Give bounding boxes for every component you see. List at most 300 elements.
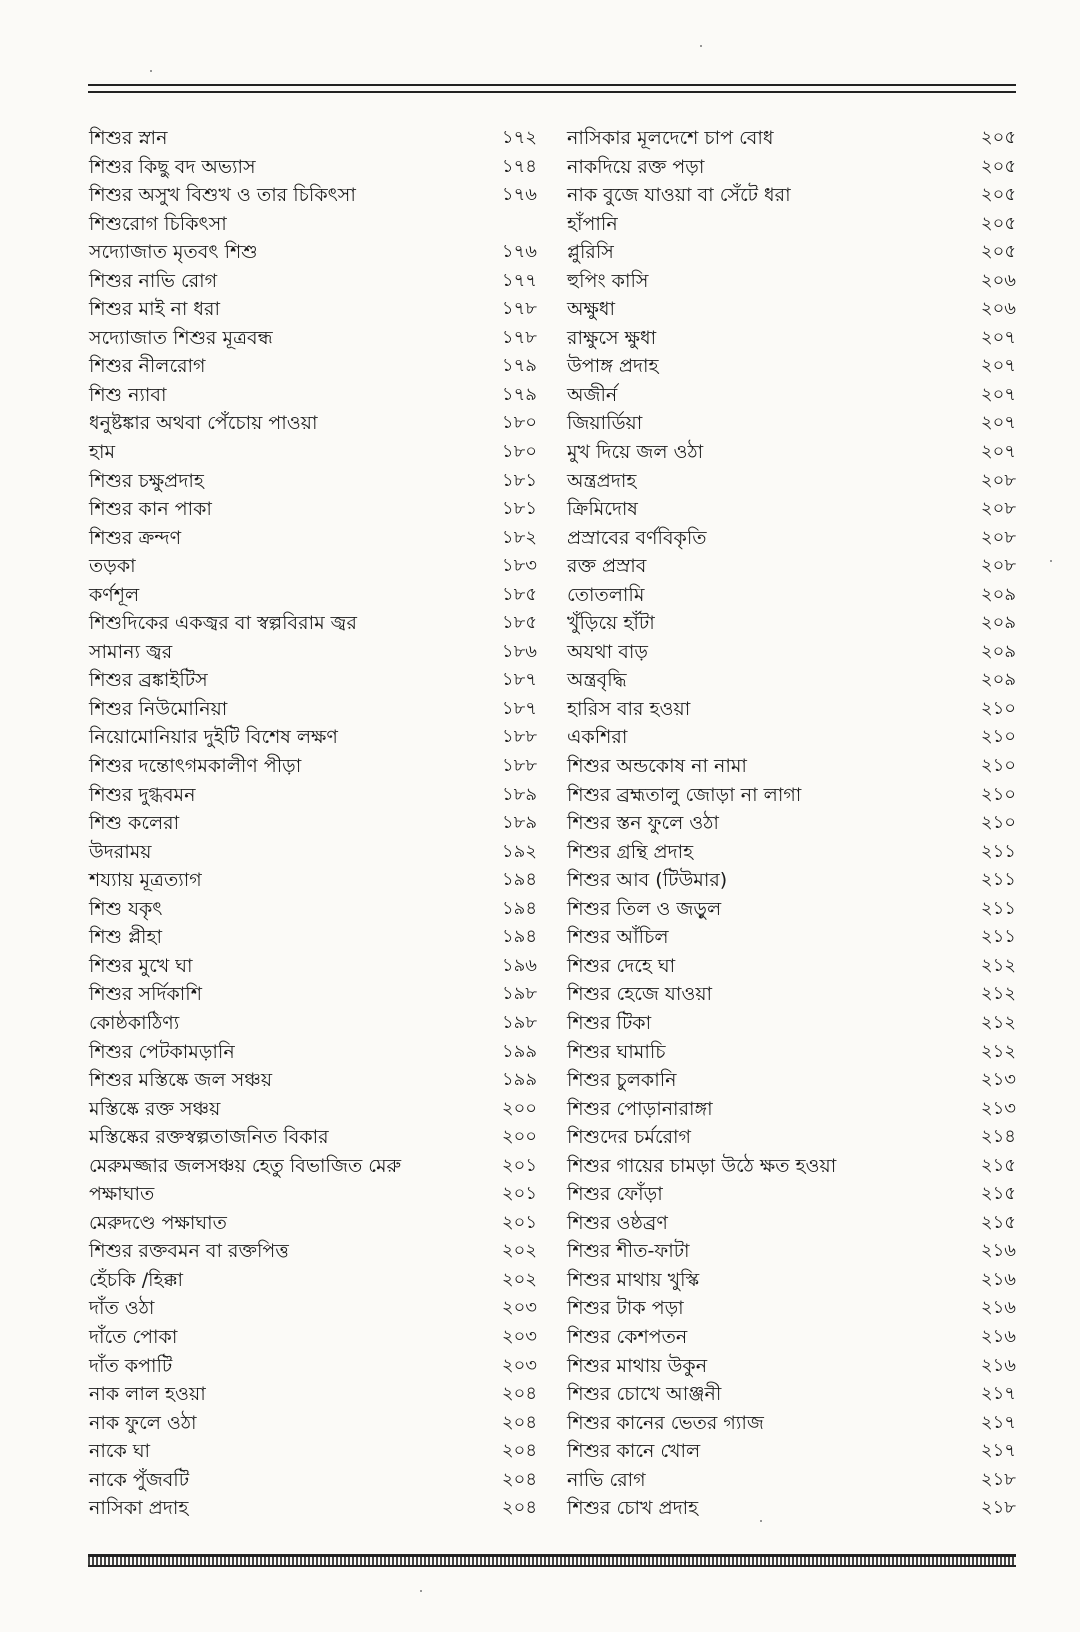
entry-page-number: ২০৮ (980, 498, 1016, 520)
entry-title: শিশুর পোড়ানারাঙ্গা (567, 1097, 713, 1120)
entry-title: শিশুর মাথায় উকুন (567, 1354, 708, 1377)
toc-entry (89, 1209, 537, 1238)
entry-title: শিশুর নীলরোগ (89, 355, 206, 378)
entry-page-number: ২০১ (501, 1211, 537, 1233)
toc-entry (89, 409, 537, 438)
toc-entry (89, 1437, 537, 1466)
entry-title: খুঁড়িয়ে হাঁটা (567, 612, 655, 635)
entry-page-number: ২১২ (980, 1011, 1016, 1033)
entry-title: শিশুর টিকা (567, 1011, 652, 1034)
entry-title: রাক্ষুসে ক্ষুধা (567, 326, 657, 349)
speck (420, 1590, 422, 1592)
entry-page-number: ২০৭ (980, 355, 1016, 377)
toc-entry (567, 238, 1016, 267)
entry-page-number: ২১৫ (980, 1211, 1016, 1233)
entry-title: নাসিকা প্রদাহ (89, 1497, 189, 1520)
toc-entry (89, 524, 537, 553)
entry-page-number: ১৯৯ (501, 1040, 537, 1062)
entry-page-number: ২০৪ (501, 1383, 537, 1405)
toc-entry (89, 1409, 537, 1438)
entry-page-number: ১৮৩ (501, 555, 537, 577)
toc-entry (567, 1123, 1016, 1152)
entry-page-number: ১৮৯ (501, 812, 537, 834)
toc-entry (89, 1323, 537, 1352)
entry-title: শিশুর গায়ের চামড়া উঠে ক্ষত হওয়া (567, 1154, 837, 1177)
entry-title: নাসিকার মূলদেশে চাপ বোধ (567, 127, 774, 149)
entry-page-number: ১৭৮ (501, 298, 537, 320)
entry-page-number: ২১৭ (980, 1440, 1016, 1462)
entry-title: শিশুর স্নান (89, 127, 168, 149)
toc-entry (567, 723, 1016, 752)
entry-page-number: ২০৮ (980, 469, 1016, 491)
toc-entry (89, 352, 537, 381)
entry-page-number: ১৯৮ (501, 1011, 537, 1033)
toc-entry (89, 1066, 537, 1095)
entry-title: হারিস বার হওয়া (567, 697, 691, 720)
toc-entry (89, 895, 537, 924)
entry-title: শিশুর তিল ও জড়ুল (567, 897, 722, 920)
entry-page-number: ২০৯ (980, 612, 1016, 634)
entry-title: রক্ত প্রস্রাব (567, 555, 647, 578)
entry-title: শিশুর নাভি রোগ (89, 269, 218, 292)
toc-entry (567, 952, 1016, 981)
toc-entry (567, 895, 1016, 924)
toc-entry (567, 552, 1016, 581)
toc-entry (567, 638, 1016, 667)
toc-entry (567, 809, 1016, 838)
toc-entry (567, 495, 1016, 524)
toc-entry (89, 153, 537, 182)
toc-entry (89, 238, 537, 267)
entry-title: শিশুর ফোঁড়া (567, 1183, 663, 1206)
entry-title: শিশুরোগ চিকিৎসা (89, 212, 227, 235)
toc-entry (89, 1180, 537, 1209)
entry-title: হাঁপানি (567, 212, 618, 235)
entry-title: মস্তিষ্কে রক্ত সঞ্চয় (89, 1097, 221, 1120)
toc-entry (567, 295, 1016, 324)
entry-title: নাভি রোগ (567, 1468, 646, 1491)
entry-title: শিশুর অসুখ বিশুখ ও তার চিকিৎসা (89, 184, 356, 207)
entry-title: অক্ষুধা (567, 298, 616, 321)
toc-entry (567, 1437, 1016, 1466)
toc-entry (89, 752, 537, 781)
entry-title: শিশুর ব্রহ্মতালু জোড়া না লাগা (567, 783, 802, 806)
toc-entry (567, 581, 1016, 610)
toc-entry (567, 1266, 1016, 1295)
toc-entry (89, 267, 537, 296)
entry-page-number: ১৭৯ (501, 383, 537, 405)
entry-title: শিশুর ক্রন্দণ (89, 526, 182, 549)
entry-page-number: ১৮৫ (501, 612, 537, 634)
toc-entry (89, 1009, 537, 1038)
entry-title: শিশুর চুলকানি (567, 1069, 677, 1092)
speck (150, 70, 152, 72)
entry-page-number: ১৯৪ (501, 897, 537, 919)
entry-page-number: ২১৬ (980, 1240, 1016, 1262)
entry-title: শিশুর ঘামাচি (567, 1040, 666, 1063)
toc-entry (89, 838, 537, 867)
entry-title: অন্ত্রপ্রদাহ (567, 469, 637, 492)
entry-page-number: ২১৭ (980, 1411, 1016, 1433)
entry-title: প্লুরিসি (567, 241, 614, 264)
entry-title: শিশুর টাক পড়া (567, 1297, 684, 1320)
toc-entry (89, 581, 537, 610)
entry-title: উদরাময় (89, 840, 152, 863)
entry-title: তড়কা (89, 555, 136, 578)
toc-entry (567, 1066, 1016, 1095)
entry-page-number: ১৮০ (501, 412, 537, 434)
toc-entry (89, 124, 537, 153)
toc-entry (89, 638, 537, 667)
entry-title: মেরুমজ্জার জলসঞ্চয় হেতু বিভাজিত মেরু (89, 1154, 402, 1177)
toc-entry (567, 1352, 1016, 1381)
toc-entry (89, 210, 537, 239)
entry-title: দাঁতে পোকা (89, 1325, 178, 1348)
entry-title: শিশুর দুগ্ধবমন (89, 783, 196, 806)
toc-entry (89, 1038, 537, 1067)
entry-title: দাঁত কপাটি (89, 1354, 173, 1377)
toc-entry (567, 609, 1016, 638)
entry-page-number: ২০৮ (980, 526, 1016, 548)
entry-title: শিশুদিকের একজ্বর বা স্বল্পবিরাম জ্বর (89, 612, 357, 635)
entry-title: নাকে পুঁজবটি (89, 1468, 190, 1491)
entry-page-number: ১৮৫ (501, 583, 537, 605)
entry-title: পক্ষাঘাত (89, 1183, 155, 1206)
entry-page-number: ২০৮ (980, 555, 1016, 577)
toc-entry (567, 181, 1016, 210)
entry-page-number: ১৭৪ (501, 155, 537, 177)
toc-entry (567, 467, 1016, 496)
entry-page-number: ২০৫ (980, 241, 1016, 263)
entry-title: শিশুর আঁচিল (567, 926, 669, 949)
entry-page-number: ২০২ (501, 1240, 537, 1262)
entry-title: হুপিং কাসি (567, 269, 649, 292)
entry-page-number: ২১১ (980, 926, 1016, 948)
entry-page-number: ২০৩ (501, 1325, 537, 1347)
entry-title: শিশু প্লীহা (89, 926, 162, 949)
entry-page-number: ২০৪ (501, 1411, 537, 1433)
toc-entry (89, 1294, 537, 1323)
entry-page-number: ২১৬ (980, 1354, 1016, 1376)
entry-title: শিশুর কান পাকা (89, 498, 212, 521)
entry-page-number: ১৭৯ (501, 355, 537, 377)
toc-entry (89, 1266, 537, 1295)
entry-title: নাক ফুলে ওঠা (89, 1411, 197, 1434)
entry-page-number: ২০৫ (980, 184, 1016, 206)
entry-page-number: ১৮০ (501, 441, 537, 463)
entry-title: তোতলামি (567, 583, 645, 606)
toc-entry (567, 409, 1016, 438)
toc-entry (567, 781, 1016, 810)
entry-page-number: ১৭৭ (501, 269, 537, 291)
toc-entry (89, 552, 537, 581)
entry-page-number: ২০৬ (980, 298, 1016, 320)
entry-title: কর্ণশূল (89, 583, 140, 606)
entry-page-number: ২১৮ (980, 1468, 1016, 1490)
entry-title: শিশুর অন্ডকোষ না নামা (567, 755, 747, 778)
entry-page-number: ২১০ (980, 812, 1016, 834)
entry-page-number: ১৯৪ (501, 926, 537, 948)
entry-page-number: ২০৭ (980, 326, 1016, 348)
entry-title: শিশুর দন্তোৎগমকালীণ পীড়া (89, 755, 302, 778)
toc-entry (89, 980, 537, 1009)
entry-title: কোষ্ঠকাঠিণ্য (89, 1011, 180, 1034)
bottom-rule (88, 1554, 1016, 1567)
entry-title: শিশুর সর্দিকাশি (89, 983, 202, 1006)
entry-title: উপাঙ্গ প্রদাহ (567, 355, 659, 378)
toc-entry (567, 210, 1016, 239)
entry-page-number: ২১৫ (980, 1154, 1016, 1176)
entry-page-number: ২০৪ (501, 1440, 537, 1462)
entry-page-number: ২০৪ (501, 1468, 537, 1490)
entry-page-number: ১৮১ (501, 469, 537, 491)
toc-entry (89, 1152, 537, 1181)
entry-title: অজীর্ন (567, 383, 618, 406)
toc-entry (567, 866, 1016, 895)
entry-page-number: ২০৫ (980, 212, 1016, 234)
entry-title: শিশু ন্যাবা (89, 383, 167, 406)
entry-title: জিয়ার্ডিয়া (567, 412, 643, 435)
entry-title: নাকদিয়ে রক্ত পড়া (567, 155, 705, 178)
toc-entry (89, 1237, 537, 1266)
toc-entry (567, 1209, 1016, 1238)
entry-page-number: ২০৭ (980, 441, 1016, 463)
toc-entry (567, 1180, 1016, 1209)
toc-entry (89, 952, 537, 981)
entry-title: মস্তিষ্কের রক্তস্বল্পতাজনিত বিকার (89, 1126, 329, 1149)
entry-title: শিশুর ওষ্ঠব্রণ (567, 1211, 668, 1234)
entry-page-number: ২১৬ (980, 1268, 1016, 1290)
entry-page-number: ২০০ (501, 1126, 537, 1148)
entry-title: নিয়োমোনিয়ার দুইটি বিশেষ লক্ষণ (89, 726, 338, 749)
entry-page-number: ২০৫ (980, 155, 1016, 177)
entry-page-number: ২০২ (501, 1268, 537, 1290)
toc-entry (567, 524, 1016, 553)
toc-entry (89, 381, 537, 410)
entry-page-number: ২১০ (980, 726, 1016, 748)
toc-entry (567, 1237, 1016, 1266)
toc-column-left (89, 124, 537, 1523)
speck (1050, 560, 1052, 562)
entry-title: নাকে ঘা (89, 1440, 151, 1463)
entry-page-number: ১৮৯ (501, 783, 537, 805)
entry-page-number: ১৮৮ (501, 726, 537, 748)
toc-entry (89, 295, 537, 324)
entry-page-number: ২০৭ (980, 383, 1016, 405)
toc-entry (89, 866, 537, 895)
entry-page-number: ১৭৬ (501, 184, 537, 206)
entry-title: অন্ত্রবৃদ্ধি (567, 669, 627, 692)
toc-entry (89, 695, 537, 724)
entry-page-number: ২০৯ (980, 640, 1016, 662)
toc-entry (567, 352, 1016, 381)
entry-page-number: ১৮৭ (501, 697, 537, 719)
entry-title: শিশুর আব (টিউমার) (567, 869, 728, 892)
speck (760, 1520, 762, 1522)
entry-page-number: ২০৫ (980, 127, 1016, 148)
entry-title: সদ্যোজাত শিশুর মূত্রবন্ধ (89, 326, 273, 349)
toc-entry (89, 1494, 537, 1523)
entry-page-number: ২০৪ (501, 1497, 537, 1519)
toc-entry (567, 1380, 1016, 1409)
entry-page-number: ১৯২ (501, 840, 537, 862)
entry-title: নাক বুজে যাওয়া বা সেঁটে ধরা (567, 184, 791, 207)
entry-page-number: ২১০ (980, 697, 1016, 719)
toc-entry (89, 495, 537, 524)
toc-entry (567, 1294, 1016, 1323)
entry-page-number: ২১০ (980, 783, 1016, 805)
entry-title: শিশুর মুখে ঘা (89, 954, 193, 977)
entry-title: শিশুর শীত-ফাটা (567, 1240, 690, 1263)
entry-title: প্রস্রাবের বর্ণবিকৃতি (567, 526, 707, 549)
entry-title: শিশু কলেরা (89, 812, 180, 835)
entry-page-number: ২১৩ (980, 1069, 1016, 1091)
toc-entry (567, 1152, 1016, 1181)
toc-entry (89, 1352, 537, 1381)
entry-title: শিশুর মাথায় খুস্কি (567, 1268, 700, 1291)
entry-title: শিশুর কেশপতন (567, 1325, 688, 1348)
toc-entry (89, 781, 537, 810)
toc-entry (567, 1323, 1016, 1352)
entry-title: অযথা বাড় (567, 640, 648, 663)
entry-title: সামান্য জ্বর (89, 640, 173, 663)
toc-entry (567, 923, 1016, 952)
entry-page-number: ২০৯ (980, 583, 1016, 605)
entry-title: দাঁত ওঠা (89, 1297, 155, 1320)
entry-page-number: ১৯৪ (501, 869, 537, 891)
toc-entry (89, 467, 537, 496)
entry-page-number: ১৮৬ (501, 640, 537, 662)
entry-title: শিশুর স্তন ফুলে ওঠা (567, 812, 719, 835)
toc-entry (89, 324, 537, 353)
toc-entry (89, 438, 537, 467)
toc-entry (89, 666, 537, 695)
entry-title: মেরুদণ্ডে পক্ষাঘাত (89, 1211, 227, 1234)
entry-page-number: ১৭২ (501, 127, 537, 148)
entry-page-number: ২০৩ (501, 1297, 537, 1319)
toc-entry (89, 1466, 537, 1495)
entry-page-number: ২১১ (980, 840, 1016, 862)
toc-entry (567, 666, 1016, 695)
entry-title: শিশুর ব্রঙ্কাইটিস (89, 669, 208, 692)
entry-page-number: ১৭৬ (501, 241, 537, 263)
toc-entry (567, 752, 1016, 781)
entry-title: শিশুর রক্তবমন বা রক্তপিত্ত (89, 1240, 289, 1263)
entry-title: একশিরা (567, 726, 628, 749)
entry-page-number: ২০৬ (980, 269, 1016, 291)
entry-title: শিশুর কিছু বদ অভ্যাস (89, 155, 256, 178)
entry-title: শিশুর নিউমোনিয়া (89, 697, 228, 720)
speck (700, 45, 702, 47)
entry-page-number: ২০৯ (980, 669, 1016, 691)
toc-column-right (567, 124, 1016, 1523)
toc-entry (567, 267, 1016, 296)
toc-entry (89, 1095, 537, 1124)
entry-title: মুখ দিয়ে জল ওঠা (567, 441, 704, 464)
entry-title: শিশুর চোখ প্রদাহ (567, 1497, 699, 1520)
toc-entry (89, 809, 537, 838)
entry-page-number: ২০৭ (980, 412, 1016, 434)
entry-title: নাক লাল হওয়া (89, 1383, 206, 1406)
toc-entry (567, 153, 1016, 182)
entry-title: শিশুদের চর্মরোগ (567, 1126, 691, 1149)
entry-page-number: ২১২ (980, 983, 1016, 1005)
entry-page-number: ২১২ (980, 954, 1016, 976)
toc-entry (89, 609, 537, 638)
toc-entry (567, 124, 1016, 153)
toc-entry (567, 1038, 1016, 1067)
entry-title: শিশুর পেটকামড়ানি (89, 1040, 235, 1063)
entry-title: ধনুষ্টঙ্কার অথবা পেঁচোয় পাওয়া (89, 412, 318, 435)
entry-page-number: ২০১ (501, 1183, 537, 1205)
entry-page-number: ২১৫ (980, 1183, 1016, 1205)
entry-page-number: ২১৬ (980, 1297, 1016, 1319)
entry-page-number: ২০০ (501, 1097, 537, 1119)
toc-entry (567, 1009, 1016, 1038)
entry-page-number: ২১৬ (980, 1325, 1016, 1347)
toc-entry (567, 1494, 1016, 1523)
toc-entry (567, 1466, 1016, 1495)
toc-entry (89, 181, 537, 210)
entry-page-number: ২১১ (980, 869, 1016, 891)
entry-page-number: ২০১ (501, 1154, 537, 1176)
entry-page-number: ২১৮ (980, 1497, 1016, 1519)
entry-page-number: ২১৪ (980, 1126, 1016, 1148)
toc-entry (89, 723, 537, 752)
entry-title: শিশুর চক্ষুপ্রদাহ (89, 469, 204, 492)
entry-page-number: ২১২ (980, 1040, 1016, 1062)
entry-page-number: ১৭৮ (501, 326, 537, 348)
entry-page-number: ২০৩ (501, 1354, 537, 1376)
entry-title: শয্যায় মূত্রত্যাগ (89, 869, 202, 892)
entry-page-number: ২১০ (980, 755, 1016, 777)
entry-title: শিশুর মাই না ধরা (89, 298, 221, 321)
entry-page-number: ২১৩ (980, 1097, 1016, 1119)
toc-entry (567, 438, 1016, 467)
entry-page-number: ১৯৬ (501, 954, 537, 976)
entry-page-number: ২১১ (980, 897, 1016, 919)
toc-entry (567, 381, 1016, 410)
entry-page-number: ১৮২ (501, 526, 537, 548)
entry-title: ক্রিমিদোষ (567, 498, 638, 521)
toc-entry (567, 980, 1016, 1009)
entry-page-number: ২১৭ (980, 1383, 1016, 1405)
entry-title: শিশুর কানের ভেতর গ্যাজ (567, 1411, 764, 1434)
entry-title: সদ্যোজাত মৃতবৎ শিশু (89, 241, 258, 264)
toc-entry (89, 1380, 537, 1409)
entry-title: শিশু যকৃৎ (89, 897, 163, 920)
entry-title: হেঁচকি /হিক্কা (89, 1268, 184, 1291)
entry-page-number: ১৮১ (501, 498, 537, 520)
entry-title: শিশুর মস্তিষ্কে জল সঞ্চয় (89, 1069, 273, 1092)
entry-title: শিশুর দেহে ঘা (567, 954, 676, 977)
entry-page-number: ১৮৮ (501, 755, 537, 777)
entry-title: শিশুর গ্রন্থি প্রদাহ (567, 840, 694, 863)
toc-entry (567, 1409, 1016, 1438)
top-double-rule (88, 84, 1016, 93)
entry-title: শিশুর চোখে আঞ্জনী (567, 1383, 722, 1406)
toc-entry (89, 1123, 537, 1152)
toc-entry (89, 923, 537, 952)
entry-title: শিশুর হেজে যাওয়া (567, 983, 713, 1006)
entry-page-number: ১৮৭ (501, 669, 537, 691)
entry-title: শিশুর কানে খোল (567, 1440, 701, 1463)
toc-entry (567, 695, 1016, 724)
toc-entry (567, 838, 1016, 867)
entry-page-number: ১৯৮ (501, 983, 537, 1005)
entry-page-number: ১৯৯ (501, 1069, 537, 1091)
entry-title: হাম (89, 441, 116, 464)
